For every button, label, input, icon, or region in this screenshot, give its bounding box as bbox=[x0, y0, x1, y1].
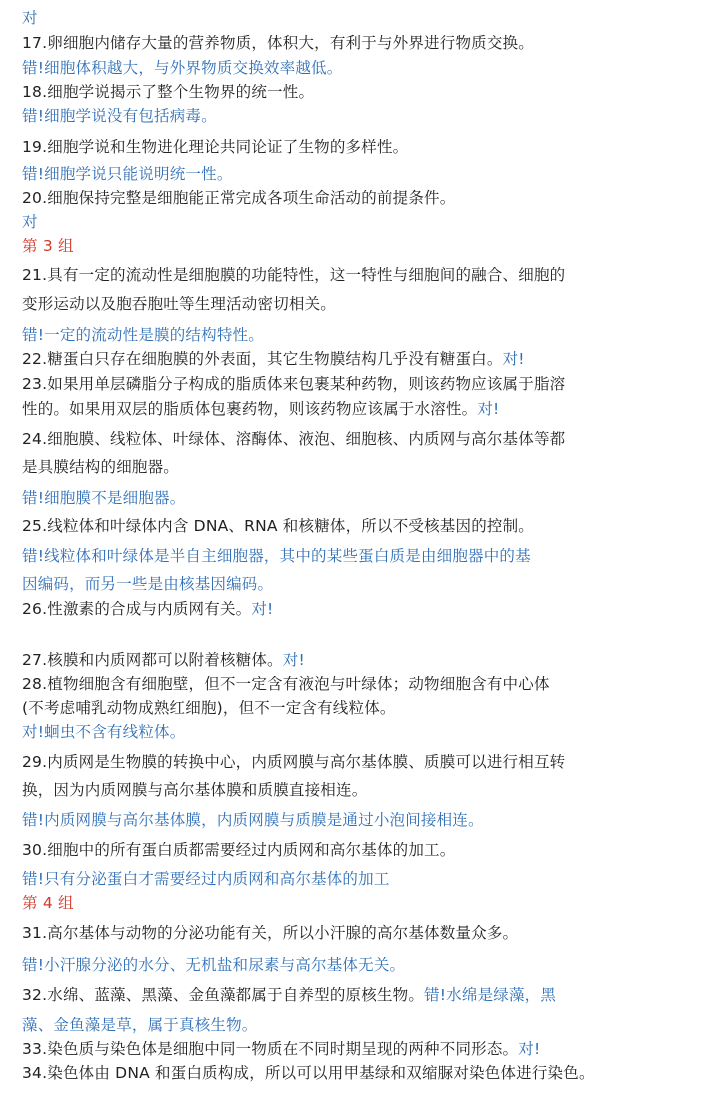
text-line bbox=[22, 82, 710, 102]
text-line bbox=[22, 955, 710, 975]
answer-text: 对! bbox=[477, 400, 500, 418]
question-text: 34.染色体由 DNA 和蛋白质构成，所以可以用甲基绿和双缩脲对染色体进行染色。 bbox=[22, 1064, 595, 1082]
question-text: 27.核膜和内质网都可以附着核糖体。 bbox=[22, 651, 283, 669]
text-line bbox=[22, 752, 710, 772]
text-line bbox=[22, 985, 710, 1005]
question-text: 18.细胞学说揭示了整个生物界的统一性。 bbox=[22, 83, 315, 101]
text-line bbox=[22, 33, 710, 53]
question-text: 换，因为内质网膜与高尔基体膜和质膜直接相连。 bbox=[22, 781, 368, 799]
text-line bbox=[22, 893, 710, 913]
text-line bbox=[22, 106, 710, 126]
answer-text: 错!只有分泌蛋白才需要经过内质网和高尔基体的加工 bbox=[22, 870, 390, 888]
text-line bbox=[22, 137, 710, 157]
text-line bbox=[22, 1039, 710, 1059]
question-text: 25.线粒体和叶绿体内含 DNA、RNA 和核糖体，所以不受核基因的控制。 bbox=[22, 517, 535, 535]
question-text: 26.性激素的合成与内质网有关。 bbox=[22, 600, 252, 618]
group-heading: 第 3 组 bbox=[22, 237, 74, 255]
answer-text: 对!蛔虫不含有线粒体。 bbox=[22, 723, 186, 741]
answer-text: 对! bbox=[282, 651, 305, 669]
question-text: (不考虑哺乳动物成熟红细胞)，但不一定含有线粒体。 bbox=[22, 699, 396, 717]
text-line bbox=[22, 349, 710, 369]
question-text: 性的。如果用双层的脂质体包裹药物，则该药物应该属于水溶性。 bbox=[22, 400, 478, 418]
text-line bbox=[22, 650, 710, 670]
text-line bbox=[22, 488, 710, 508]
answer-text: 错!细胞膜不是细胞器。 bbox=[22, 489, 186, 507]
question-text: 28.植物细胞含有细胞壁，但不一定含有液泡与叶绿体；动物细胞含有中心体 bbox=[22, 675, 550, 693]
question-text: 29.内质网是生物膜的转换中心，内质网膜与高尔基体膜、质膜可以进行相互转 bbox=[22, 753, 566, 771]
text-line bbox=[22, 188, 710, 208]
text-line bbox=[22, 698, 710, 718]
text-line bbox=[22, 8, 710, 28]
text-line bbox=[22, 1015, 710, 1035]
text-line bbox=[22, 722, 710, 742]
answer-text: 错!线粒体和叶绿体是半自主细胞器，其中的某些蛋白质是由细胞器中的基 bbox=[22, 547, 531, 565]
question-text: 32.水绵、蓝藻、黑藻、金鱼藻都属于自养型的原核生物。 bbox=[22, 986, 425, 1004]
answer-text: 对 bbox=[22, 213, 38, 231]
text-line bbox=[22, 457, 710, 477]
question-text: 17.卵细胞内储存大量的营养物质，体积大，有利于与外界进行物质交换。 bbox=[22, 34, 534, 52]
text-line bbox=[22, 923, 710, 943]
answer-text: 对 bbox=[22, 9, 38, 27]
text-line bbox=[22, 810, 710, 830]
text-line bbox=[22, 516, 710, 536]
text-line bbox=[22, 399, 710, 419]
question-text: 20.细胞保持完整是细胞能正常完成各项生命活动的前提条件。 bbox=[22, 189, 456, 207]
text-line bbox=[22, 780, 710, 800]
text-line bbox=[22, 599, 710, 619]
text-line bbox=[22, 374, 710, 394]
text-line bbox=[22, 236, 710, 256]
text-line bbox=[22, 58, 710, 78]
answer-text: 错!细胞学说没有包括病毒。 bbox=[22, 107, 217, 125]
answer-text: 错!细胞学说只能说明统一性。 bbox=[22, 165, 233, 183]
text-line bbox=[22, 574, 710, 594]
question-text: 22.糖蛋白只存在细胞膜的外表面，其它生物膜结构几乎没有糖蛋白。 bbox=[22, 350, 503, 368]
question-text: 是具膜结构的细胞器。 bbox=[22, 458, 180, 476]
text-line bbox=[22, 429, 710, 449]
answer-text: 对! bbox=[502, 350, 525, 368]
answer-text: 对! bbox=[251, 600, 274, 618]
text-line bbox=[22, 674, 710, 694]
question-text: 30.细胞中的所有蛋白质都需要经过内质网和高尔基体的加工。 bbox=[22, 841, 456, 859]
answer-text: 错!细胞体积越大，与外界物质交换效率越低。 bbox=[22, 59, 343, 77]
group-heading: 第 4 组 bbox=[22, 894, 74, 912]
answer-text: 错!内质网膜与高尔基体膜，内质网膜与质膜是通过小泡间接相连。 bbox=[22, 811, 484, 829]
text-line bbox=[22, 325, 710, 345]
question-text: 23.如果用单层磷脂分子构成的脂质体来包裹某种药物，则该药物应该属于脂溶 bbox=[22, 375, 566, 393]
text-line bbox=[22, 546, 710, 566]
text-line bbox=[22, 294, 710, 314]
question-text: 21.具有一定的流动性是细胞膜的功能特性，这一特性与细胞间的融合、细胞的 bbox=[22, 266, 566, 284]
answer-text: 对! bbox=[518, 1040, 541, 1058]
text-line bbox=[22, 840, 710, 860]
answer-text: 因编码，而另一些是由核基因编码。 bbox=[22, 575, 274, 593]
answer-text: 错!一定的流动性是膜的结构特性。 bbox=[22, 326, 264, 344]
answer-text: 错!小汗腺分泌的水分、无机盐和尿素与高尔基体无关。 bbox=[22, 956, 406, 974]
text-line bbox=[22, 212, 710, 232]
question-text: 24.细胞膜、线粒体、叶绿体、溶酶体、液泡、细胞核、内质网与高尔基体等都 bbox=[22, 430, 566, 448]
text-line bbox=[22, 869, 710, 889]
question-text: 31.高尔基体与动物的分泌功能有关，所以小汗腺的高尔基体数量众多。 bbox=[22, 924, 519, 942]
question-text: 19.细胞学说和生物进化理论共同论证了生物的多样性。 bbox=[22, 138, 409, 156]
answer-text: 藻、金鱼藻是草，属于真核生物。 bbox=[22, 1016, 258, 1034]
text-line bbox=[22, 265, 710, 285]
question-text: 33.染色质与染色体是细胞中同一物质在不同时期呈现的两种不同形态。 bbox=[22, 1040, 519, 1058]
question-text: 变形运动以及胞吞胞吐等生理活动密切相关。 bbox=[22, 295, 337, 313]
text-line bbox=[22, 1063, 710, 1083]
text-line bbox=[22, 164, 710, 184]
answer-text: 错!水绵是绿藻，黑 bbox=[424, 986, 557, 1004]
